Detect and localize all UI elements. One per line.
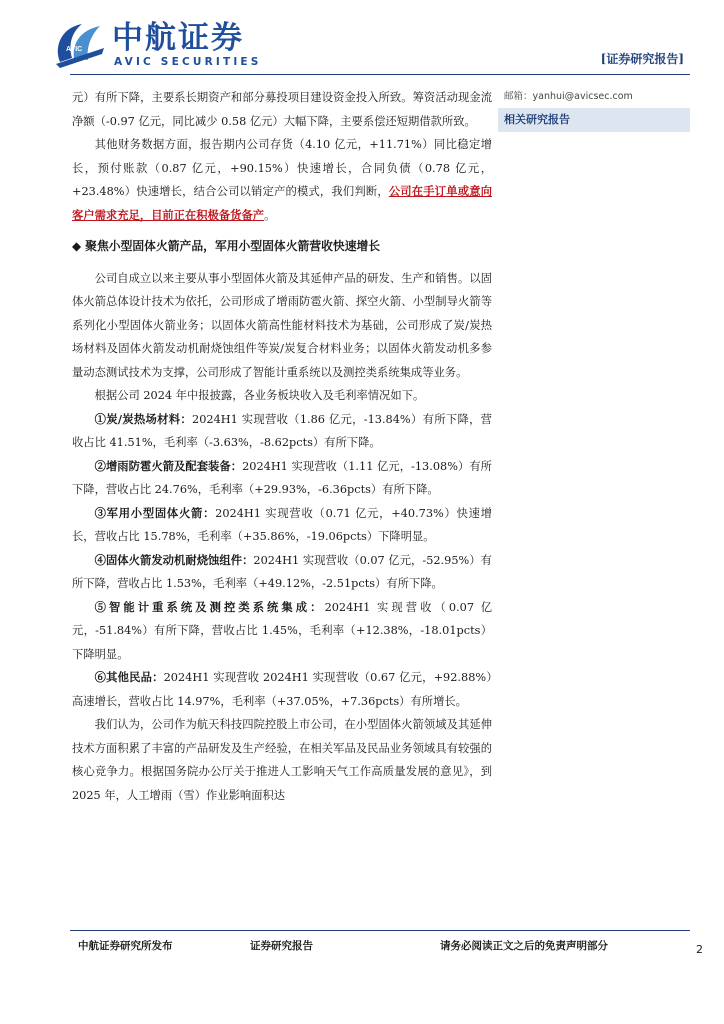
logo-chinese-name: 中航证券	[112, 20, 244, 56]
svg-text:AVIC: AVIC	[66, 46, 83, 53]
paragraph-financials	[72, 133, 492, 227]
highlight-conclusion: 公司在手订单或意向客户需求充足，目前正在积极备货备产	[72, 184, 492, 222]
report-type-tag: [证券研究报告]	[600, 52, 684, 66]
sidebar	[498, 86, 690, 132]
page-header	[0, 0, 724, 80]
segment-label: ①炭/炭热场材料：	[94, 411, 193, 426]
main-content	[72, 86, 492, 807]
segment-text: 2024H1 实现营收（1.11 亿元，-13.08%）有所下降，营收占比 24.76%，毛利率（+29.93%，-6.36pcts）有所下降。	[72, 459, 492, 496]
footer-divider	[70, 930, 690, 931]
paragraph-segment-intro: 根据公司 2024 年中报披露，各业务板块收入及毛利率情况如下。	[94, 389, 425, 402]
segment-text: 2024H1 实现营收 2024H1 实现营收（0.67 亿元，+92.88%）高速增长，营收占比 14.97%，毛利率（+37.05%，+7.36pcts）有所增长。	[72, 671, 492, 708]
segment-text: 2024H1 实现营收（0.07 亿元，-51.84%）有所下降，营收占比 1.45%，毛利率（+12.38%，-18.01pcts）下降明显。	[72, 600, 492, 661]
segment-label: ②增雨防雹火箭及配套装备：	[94, 458, 243, 473]
related-research-title: 相关研究报告	[498, 108, 690, 132]
segment-item	[72, 408, 492, 455]
segment-item	[72, 596, 492, 667]
segment-item	[72, 549, 492, 596]
financials-text: 其他财务数据方面，报告期内公司存货（4.10 亿元，+11.71%）同比稳定增长，预付账款（0.87 亿元，+90.15%）快速增长，合同负债（0.78 亿元，+23.48%）快速增长，结合公司以销定产的模式，我们判断，	[72, 138, 492, 198]
logo-english-name: AVIC SECURITIES	[114, 56, 262, 68]
segment-item	[72, 666, 492, 713]
segment-text: 2024H1 实现营收（0.71 亿元，+40.73%）快速增长，营收占比 15.78%，毛利率（+35.86%，-19.06pcts）下降明显。	[72, 506, 492, 543]
footer-publisher: 中航证券研究所发布	[78, 940, 173, 952]
segment-label: ③军用小型固体火箭：	[94, 505, 216, 520]
segment-label: ⑤智能计重系统及测控类系统集成：	[94, 599, 325, 614]
segment-label: ④固体火箭发动机耐烧蚀组件：	[94, 552, 254, 567]
analyst-email[interactable]: 邮箱：yanhui@avicsec.com	[504, 91, 633, 102]
segment-item	[72, 502, 492, 549]
segment-text: 2024H1 实现营收（1.86 亿元，-13.84%）有所下降，营收占比 41.51%，毛利率（-3.63%，-8.62pcts）有所下降。	[72, 412, 492, 449]
paragraph-cashflow: 元）有所下降，主要系长期资产和部分募投项目建设资金投入所致。筹资活动现金流净额（-0.97 亿元，同比减少 0.58 亿元）大幅下降，主要系偿还短期借款所致。	[72, 91, 492, 128]
section-heading: ◆ 聚焦小型固体火箭产品，军用小型固体火箭营收快速增长	[72, 239, 381, 253]
financials-end: 。	[264, 208, 276, 222]
paragraph-business-overview: 公司自成立以来主要从事小型固体火箭及其延伸产品的研发、生产和销售。以固体火箭总体设计技术为依托，公司形成了增雨防雹火箭、探空火箭、小型制导火箭等系列化小型固体火箭业务；以固体火箭高性能材料技术为基础，公司形成了炭/炭热场材料及固体火箭发动机耐烧蚀组件等炭/炭复合材料业务；以固体火箭发动机多参量动态测试技术为支撑，公司形成了智能计重系统以及测控类系统集成等业务。	[72, 271, 492, 379]
footer-report-type: 证券研究报告	[250, 940, 313, 952]
segment-text: 2024H1 实现营收（0.07 亿元，-52.95%）有所下降，营收占比 1.53%，毛利率（+49.12%，-2.51pcts）有所下降。	[72, 553, 492, 590]
footer-disclaimer: 请务必阅读正文之后的免责声明部分	[440, 940, 608, 952]
paragraph-conclusion: 我们认为，公司作为航天科技四院控股上市公司，在小型固体火箭领域及其延伸技术方面积累了丰富的产品研发及生产经验，在相关军品及民品业务领域具有较强的核心竞争力。根据国务院办公厅关于推进人工影响天气工作高质量发展的意见》，到 2025 年，人工增雨（雪）作业影响面积达	[72, 718, 492, 802]
avic-logo-icon	[52, 18, 108, 70]
header-divider	[70, 74, 690, 75]
segment-label: ⑥其他民品：	[94, 670, 164, 684]
segment-item	[72, 455, 492, 502]
page-number: 2	[696, 943, 703, 956]
